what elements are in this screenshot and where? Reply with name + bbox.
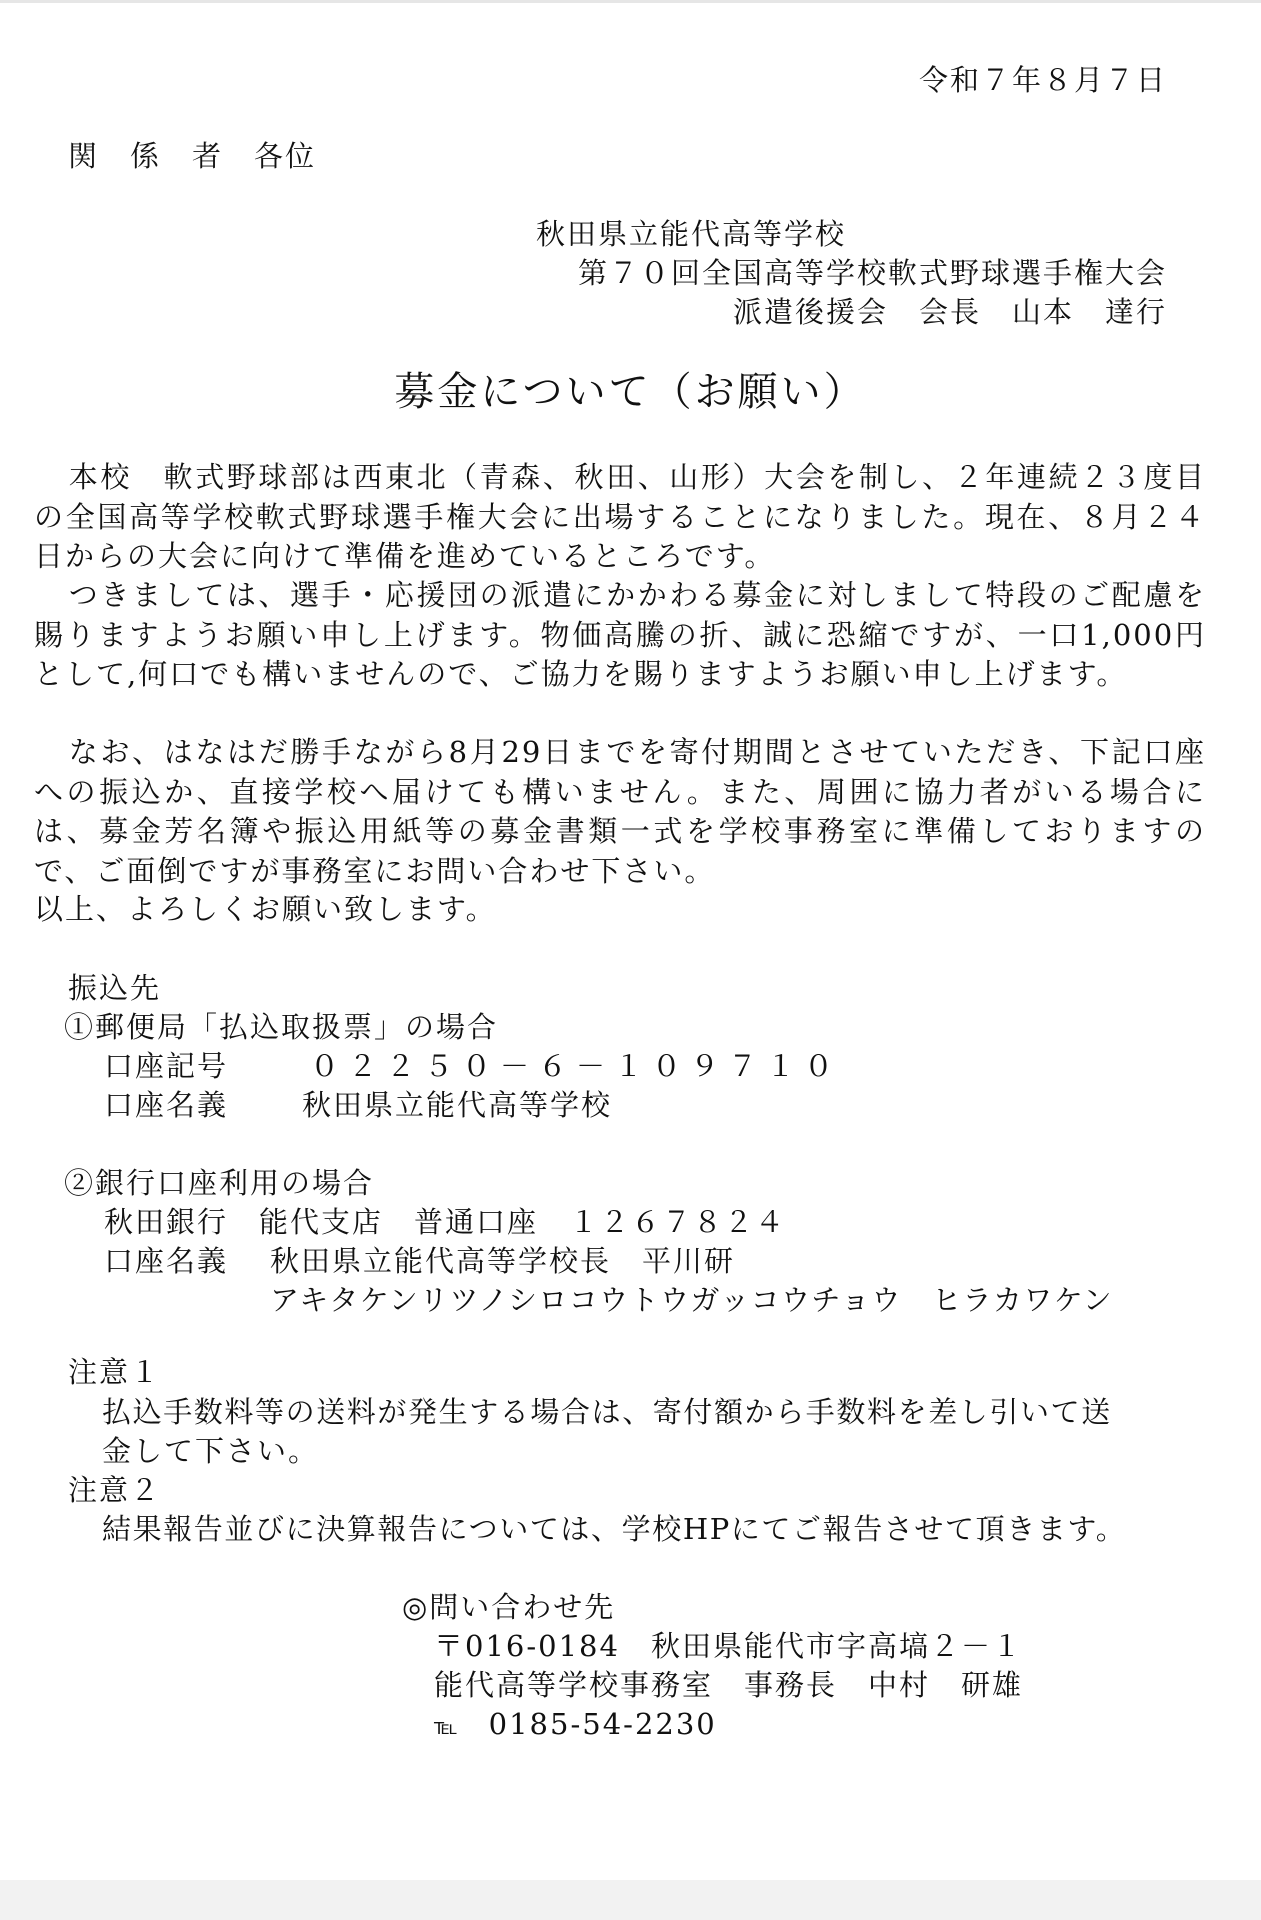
bank-account-name-kana: アキタケンリツノシロコウトウガッコウチョウ ヒラカワケン	[270, 1283, 1114, 1317]
note-1-line-1: 払込手数料等の送料が発生する場合は、寄付額から手数料を差し引いて送	[102, 1395, 1112, 1429]
postal-account-number: ０２２５０－６－１０９７１０	[310, 1049, 843, 1083]
sender-event: 第７０回全国高等学校軟式野球選手権大会	[577, 256, 1167, 290]
postal-heading: ①郵便局「払込取扱票」の場合	[64, 1010, 499, 1044]
document-title: 募金について（お願い）	[394, 369, 867, 415]
postal-account-label: 口座記号	[104, 1049, 229, 1083]
transfer-heading: 振込先	[68, 971, 162, 1005]
sender-person: 派遣後援会 会長 山本 達行	[732, 295, 1167, 329]
contact-phone	[434, 1704, 717, 1748]
body-paragraph-2: つきましては、選手・応援団の派遣にかかわる募金に対しまして特段のご配慮を賜りますようお願い申し上げます。物価高騰の折、誠に恐縮ですが、一口1,000円として,何口でも構いませんので、ご協力を賜りますようお願い申し上げます。	[34, 578, 1206, 691]
body-paragraph-3: なお、はなはだ勝手ながら8月29日までを寄付期間とさせていただき、下記口座への振込か、直接学校へ届けても構いません。また、周囲に協力者がいる場合には、募金芳名簿や振込用紙等の募金書類一式を学校事務室に準備しておりますので、ご面倒ですが事務室にお問い合わせ下さい。	[34, 735, 1206, 888]
recipient-line: 関 係 者 各位	[68, 139, 317, 173]
contact-heading: ◎問い合わせ先	[402, 1590, 616, 1624]
top-edge	[0, 0, 1261, 3]
postal-name-label: 口座名義	[104, 1088, 229, 1122]
contact-address: 〒016-0184 秋田県能代市字高塙２－１	[434, 1629, 1023, 1663]
closing-line: 以上、よろしくお願い致します。	[34, 892, 497, 926]
sender-organization: 秋田県立能代高等学校	[536, 217, 847, 251]
note-2-heading: 注意２	[68, 1473, 162, 1507]
contact-phone-number: 0185-54-2230	[488, 1707, 717, 1741]
body-paragraph-1: 本校 軟式野球部は西東北（青森、秋田、山形）大会を制し、２年連続２３度目の全国高等学校軟式野球選手権大会に出場することになりました。現在、８月２４日からの大会に向けて準備を進めているところです。	[34, 460, 1206, 573]
note-1-heading: 注意１	[68, 1355, 162, 1389]
document-date: 令和７年８月７日	[918, 63, 1167, 97]
note-2-text: 結果報告並びに決算報告については、学校HPにてご報告させて頂きます。	[102, 1512, 1127, 1546]
note-1-line-2: 金して下さい。	[102, 1434, 320, 1468]
bank-details: 秋田銀行 能代支店 普通口座 １２６７８２４	[104, 1205, 787, 1239]
bank-name-label: 口座名義	[104, 1244, 229, 1278]
postal-account-name: 秋田県立能代高等学校	[302, 1088, 613, 1122]
telephone-icon: ℡	[434, 1715, 458, 1740]
contact-office: 能代高等学校事務室 事務長 中村 研雄	[434, 1668, 1024, 1702]
bank-account-name: 秋田県立能代高等学校長 平川研	[270, 1244, 736, 1278]
bank-heading: ②銀行口座利用の場合	[64, 1166, 375, 1200]
bottom-edge	[0, 1880, 1261, 1920]
